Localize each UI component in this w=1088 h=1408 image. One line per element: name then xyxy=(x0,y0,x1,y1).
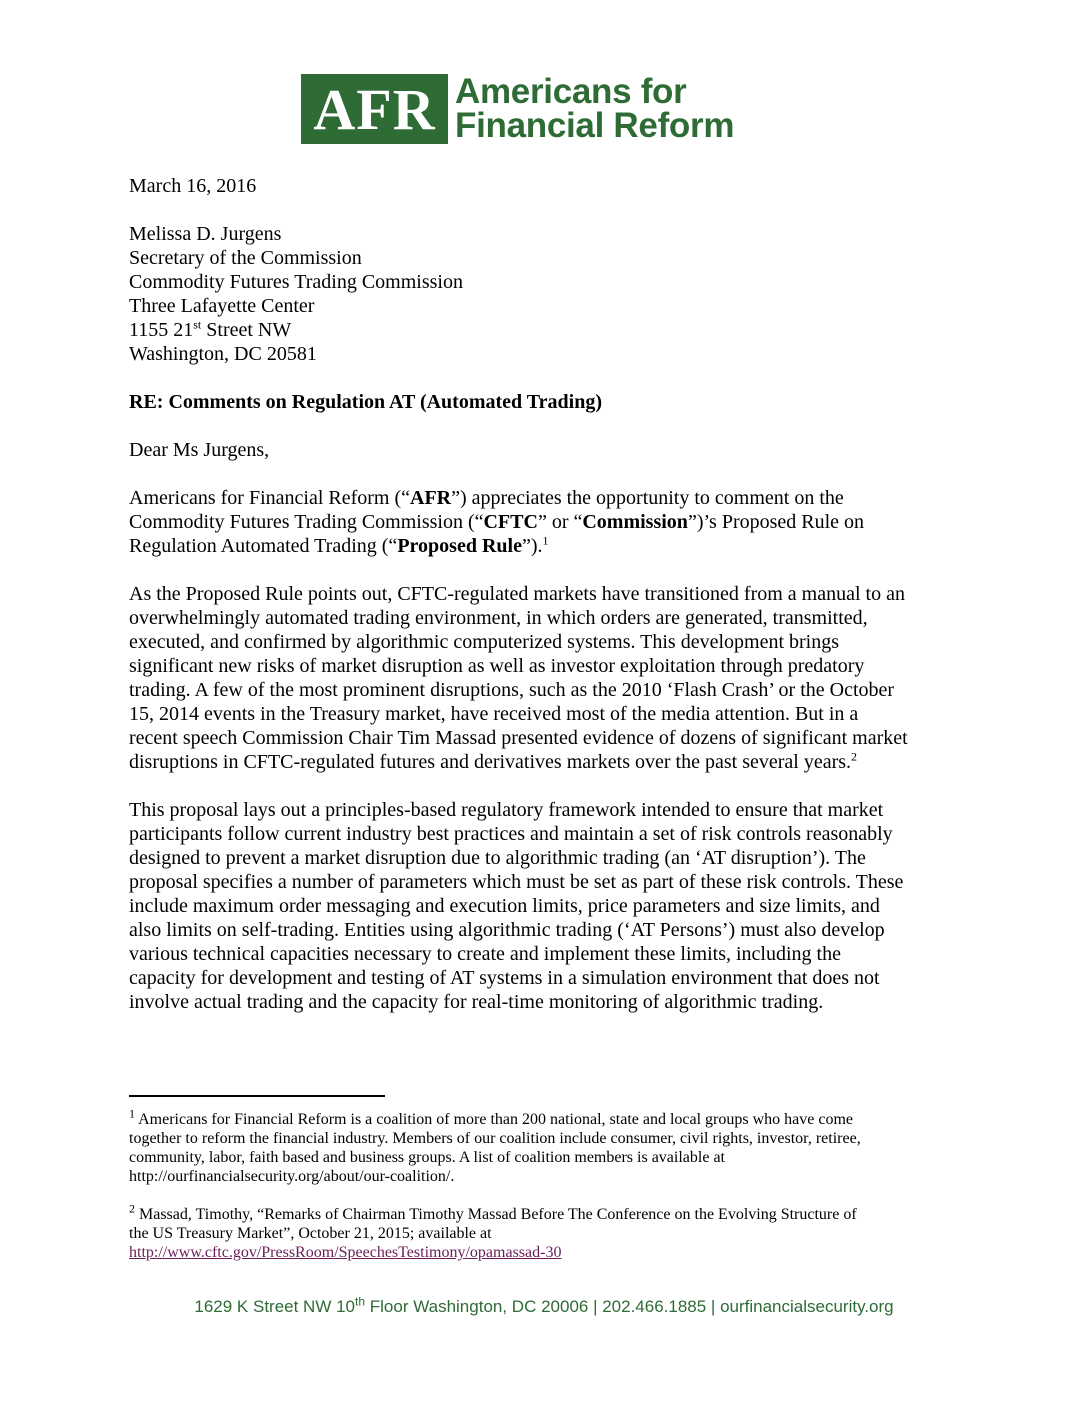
body-paragraph-2: As the Proposed Rule points out, CFTC-regulated markets have transitioned from a manual to an overwhelmingly automated trading environment, in which orders are generated, transmitted, executed, and confirmed by algorithmic computerized systems. This development brings significant new risks of market disruption as well as investor exploitation through predatory trading. A few of the most prominent disruptions, such as the 2010 ‘Flash Crash’ or the October 15, 2014 events in the Treasury market, have received most of the media attention. But in a recent speech Commission Chair Tim Massad presented evidence of dozens of significant market disruptions in CFTC-regulated futures and derivatives markets over the past several years.$^2$ xyxy=(129,583,908,773)
logo-line-1: Americans for xyxy=(455,72,687,111)
recipient-building: Three Lafayette Center xyxy=(129,295,315,317)
recipient-title: Secretary of the Commission xyxy=(129,247,362,269)
salutation: Dear Ms Jurgens, xyxy=(129,439,270,461)
letterhead-footer: 1629 K Street NW 10th Floor Washington, DC 20006 | 202.466.1885 | ourfinancialsecurity.org xyxy=(194,1294,894,1316)
intro-paragraph: Americans for Financial Reform (“AFR”) appreciates the opportunity to comment on the Commodity Futures Trading Commission (“CFTC” or “Commission”)’s Proposed Rule on Regulation Automated Trading (“Proposed Rule”).$^1$ xyxy=(129,487,865,557)
logo-line-2: Financial Reform xyxy=(455,106,735,145)
letter-body xyxy=(129,174,959,1014)
afr-logo-wordmark xyxy=(455,72,735,145)
letter-date: March 16, 2016 xyxy=(129,175,257,197)
recipient-name: Melissa D. Jurgens xyxy=(129,223,282,245)
subject-line: RE: Comments on Regulation AT (Automated Trading) xyxy=(129,391,602,413)
recipient-address xyxy=(129,222,959,366)
footnote-ref-2: 2 xyxy=(851,749,858,764)
footnotes xyxy=(129,1106,959,1262)
recipient-city: Washington, DC 20581 xyxy=(129,343,317,365)
recipient-org: Commodity Futures Trading Commission xyxy=(129,271,463,293)
footnote-ref-1: 1 xyxy=(542,533,549,548)
recipient-street: 1155 21st Street NW xyxy=(129,317,292,341)
cftc-speech-link[interactable]: http://www.cftc.gov/PressRoom/SpeechesTestimony/opamassad-30 xyxy=(129,1244,562,1261)
afr-logo xyxy=(301,74,734,144)
footnote-divider xyxy=(129,1095,385,1097)
footnote-1: $^1$ Americans for Financial Reform is a coalition of more than 200 national, state and local groups who have come together to reform the financial industry. Members of our coalition include consumer, civil rights, investor, retiree, community, labor, faith based and business groups. A list of coalition members is available at http://ourfinancialsecurity.org/about/our-coalition/. xyxy=(129,1106,861,1185)
footnote-2: $^2$ Massad, Timothy, “Remarks of Chairman Timothy Massad Before The Conference on the Evolving Structure of the US Treasury Market”, October 21, 2015; available at http://www.cftc.gov/PressRoom/SpeechesTestimony/opamassad-30 xyxy=(129,1201,857,1261)
afr-logo-box: AFR xyxy=(301,74,448,144)
body-paragraph-3: This proposal lays out a principles-based regulatory framework intended to ensure that market participants follow current industry best practices and maintain a set of risk controls reasonably designed to prevent a market disruption due to algorithmic trading (an ‘AT disruption’). The proposal specifies a number of parameters which must be set as part of these risk controls. These include maximum order messaging and execution limits, price parameters and size limits, and also limits on self-trading. Entities using algorithmic trading (‘AT Persons’) must also develop various technical capacities necessary to create and implement these limits, including the capacity for development and testing of AT systems in a simulation environment that does not involve actual trading and the capacity for real-time monitoring of algorithmic trading. xyxy=(129,799,904,1013)
